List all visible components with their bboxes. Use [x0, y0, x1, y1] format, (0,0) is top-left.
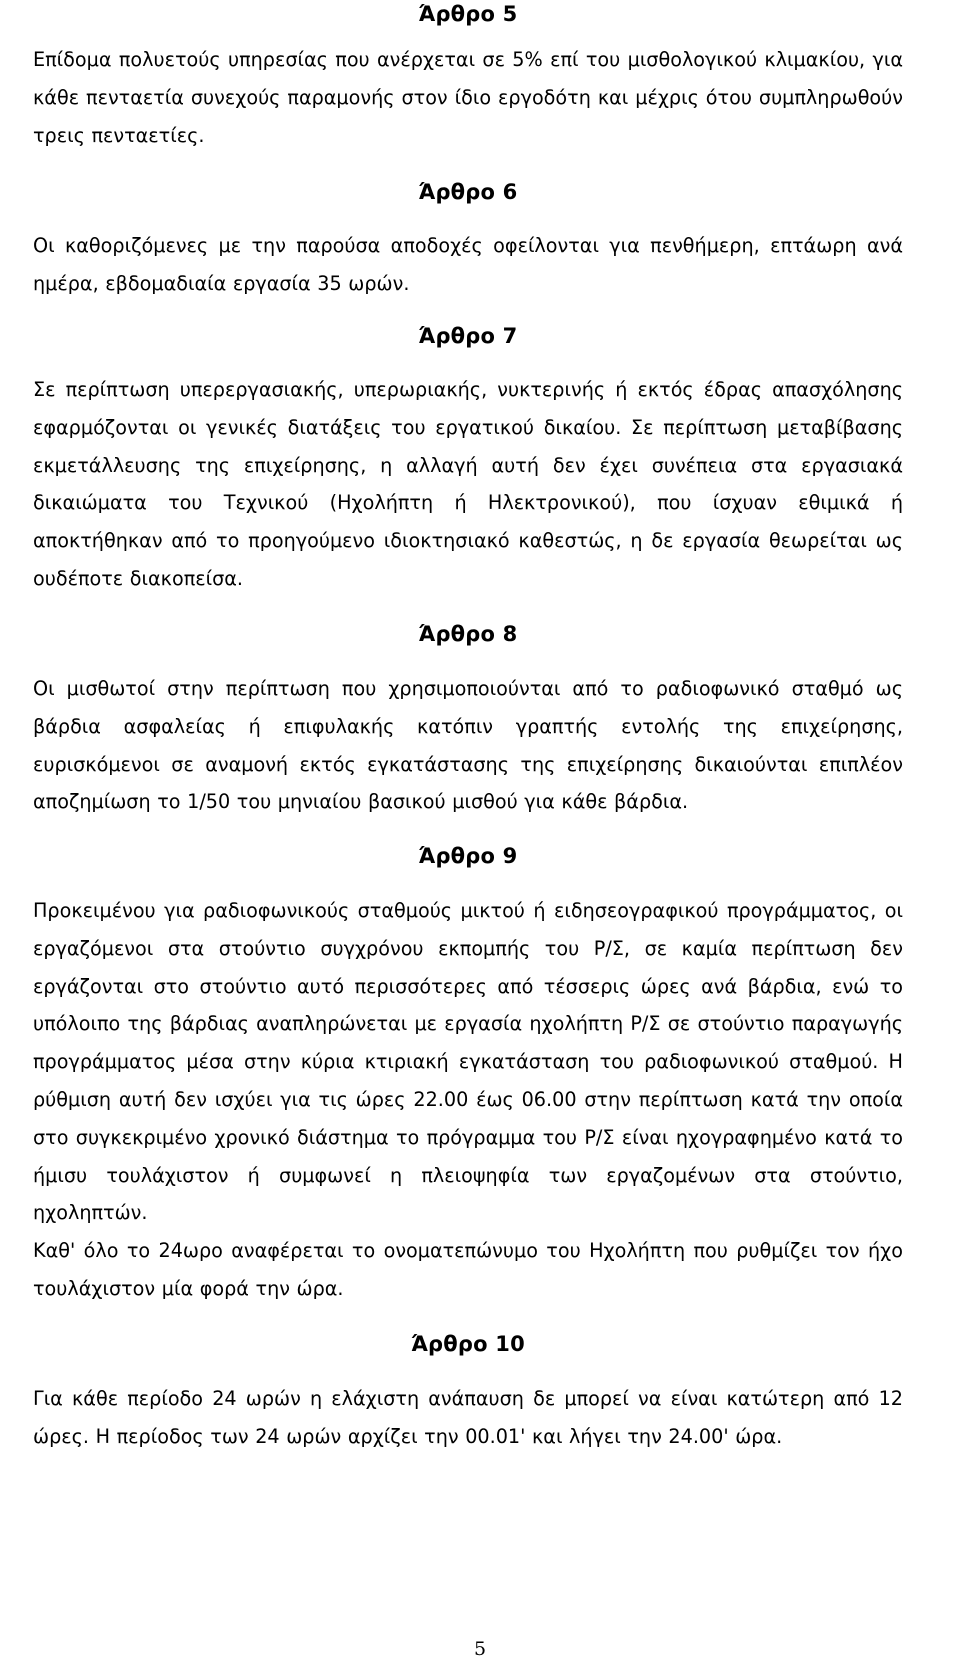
article-7 — [33, 322, 903, 598]
article-6 — [33, 178, 903, 303]
article-paragraph: Σε περίπτωση υπερεργασιακής, υπερωριακής, νυκτερινής ή εκτός έδρας απασχόλησης εφαρμόζονται οι γενικές διατάξεις του εργατικού δικαίου. Σε περίπτωση μεταβίβασης εκμετάλλευσης της επιχείρησης, η αλλαγή αυτή δεν έχει συνέπεια στα εργασιακά δικαιώματα του Τεχνικού (Ηχολήπτη ή Ηλεκτρονικού), που ίσχυαν εθιμικά ή αποκτήθηκαν από το προηγούμενο ιδιοκτησιακό καθεστώς, η δε εργασία θεωρείται ως ουδέποτε διακοπείσα. — [33, 378, 903, 590]
article-title: Άρθρο 5 — [418, 2, 518, 26]
article-paragraph: Για κάθε περίοδο 24 ωρών η ελάχιστη ανάπαυση δε μπορεί να είναι κατώτερη από 12 ώρες. Η περίοδος των 24 ωρών αρχίζει την 00.01' και λήγει την 24.00' ώρα. — [33, 1387, 903, 1448]
article-10 — [33, 1330, 903, 1456]
article-paragraph: Επίδομα πολυετούς υπηρεσίας που ανέρχεται σε 5% επί του μισθολογικού κλιμακίου, για κάθε πενταετία συνεχούς παραμονής στον ίδιο εργοδότη και μέχρις ότου συμπληρωθούν τρεις πενταετίες. — [33, 48, 903, 147]
article-8 — [33, 620, 903, 821]
page-number: 5 — [473, 1638, 487, 1660]
article-title: Άρθρο 9 — [418, 844, 518, 868]
article-title: Άρθρο 10 — [411, 1332, 525, 1356]
article-5 — [33, 0, 903, 154]
article-paragraph: Καθ' όλο το 24ωρο αναφέρεται το ονοματεπώνυμο του Ηχολήπτη που ρυθμίζει τον ήχο τουλάχιστον μία φορά την ώρα. — [33, 1239, 903, 1300]
article-paragraph: Οι καθοριζόμενες με την παρούσα αποδοχές οφείλονται για πενθήμερη, επτάωρη ανά ημέρα, εβδομαδιαία εργασία 35 ωρών. — [33, 234, 903, 295]
article-title: Άρθρο 7 — [418, 324, 518, 348]
article-paragraph: Οι μισθωτοί στην περίπτωση που χρησιμοποιούνται από το ραδιοφωνικό σταθμό ως βάρδια ασφαλείας ή επιφυλακής κατόπιν γραπτής εντολής της επιχείρησης, ευρισκόμενοι σε αναμονή εκτός εγκατάστασης της επιχείρησης δικαιούνται επιπλέον αποζημίωση το 1/50 του μηνιαίου βασικού μισθού για κάθε βάρδια. — [33, 677, 903, 814]
article-9 — [33, 842, 903, 1308]
article-paragraph: Προκειμένου για ραδιοφωνικούς σταθμούς μικτού ή ειδησεογραφικού προγράμματος, οι εργαζόμενοι στα στούντιο συγχρόνου εκπομπής του Ρ/Σ, σε καμία περίπτωση δεν εργάζονται στο στούντιο αυτό περισσότερες από τέσσερις ώρες ανά βάρδια, ενώ το υπόλοιπο της βάρδιας αναπληρώνεται με εργασία ηχολήπτη Ρ/Σ σε στούντιο παραγωγής προγράμματος μέσα στην κύρια κτιριακή εγκατάσταση του ραδιοφωνικού σταθμού. Η ρύθμιση αυτή δεν ισχύει για τις ώρες 22.00 έως 06.00 στην περίπτωση κατά την οποία στο συγκεκριμένο χρονικό διάστημα το πρόγραμμα του Ρ/Σ είναι ηχογραφημένο κατά το ήμισυ τουλάχιστον ή συμφωνεί η πλειοψηφία των εργαζομένων στα στούντιο, ηχοληπτών. — [33, 899, 903, 1225]
article-title: Άρθρο 6 — [418, 180, 518, 204]
article-title: Άρθρο 8 — [418, 622, 518, 646]
